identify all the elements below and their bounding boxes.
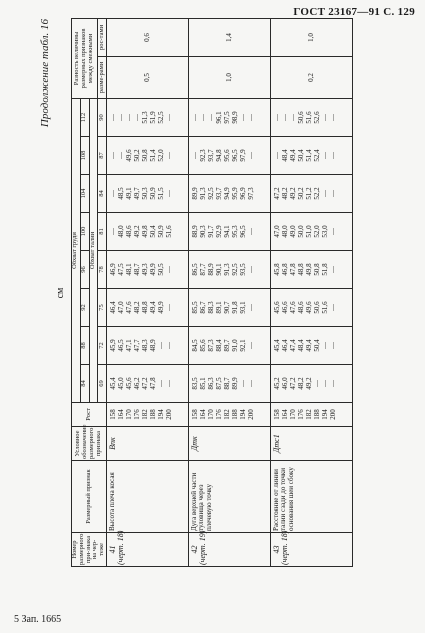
- waist-value-cell: 84: [98, 175, 107, 213]
- col-header-symbol: Условное обозначение размерного признака: [72, 427, 107, 461]
- chest-value-cell: 100: [80, 213, 89, 251]
- col-header-num: Номер размерного при-знака на чер-теже: [71, 533, 106, 565]
- diff-size-cell: 1,0: [189, 56, 271, 98]
- value-column-cell: 85,5 86,7 88,3 89,1 90,7 91,8 93,1 —: [189, 289, 271, 327]
- waist-value-cell: 81: [98, 213, 107, 251]
- value-column-cell: 83,5 85,1 86,3 87,5 88,7 89,9 — —: [189, 365, 271, 403]
- value-column-cell: — — — 50,6 51,6 52,6 — —: [271, 98, 353, 136]
- table-body: [107, 18, 353, 566]
- col-header-difference: Разность величины размерных признаков между смежными: [72, 18, 98, 98]
- unit-label: см: [55, 287, 66, 299]
- waist-value-cell: 69: [98, 365, 107, 403]
- value-column-cell: — 48,4 49,4 50,4 51,4 52,4 — —: [271, 137, 353, 175]
- chest-value-cell: 104: [80, 175, 89, 213]
- value-column-cell: 45,4 46,4 47,4 48,4 49,4 50,4 — —: [271, 327, 353, 365]
- diff-size-cell: 0,2: [271, 56, 353, 98]
- value-column-cell: 47,2 48,2 49,2 50,2 51,2 52,2 — —: [271, 175, 353, 213]
- waist-value-cell: 78: [98, 251, 107, 289]
- rotated-table-area: [37, 19, 387, 567]
- height-list-cell: 158 164 170 176 182 188 194 200: [107, 403, 189, 427]
- measurement-table: [71, 18, 353, 567]
- value-column-cell: 46,4 47,0 47,6 48,2 48,8 49,4 49,9 —: [107, 289, 189, 327]
- waist-value-cell: 90: [98, 98, 107, 136]
- value-column-cell: — 48,0 48,6 49,2 49,8 50,4 50,9 51,6: [107, 213, 189, 251]
- value-column-cell: — 92,3 93,7 94,8 95,6 96,5 97,9 —: [189, 137, 271, 175]
- col-header-waist: Обхват талии: [89, 98, 98, 402]
- col-header-chest: Обхват груди: [72, 98, 81, 402]
- value-column-cell: — 48,5 49,1 49,7 50,3 50,9 51,5 —: [107, 175, 189, 213]
- value-column-cell: 84,5 85,6 87,3 88,4 89,7 91,0 92,1 —: [189, 327, 271, 365]
- chest-value-cell: 84: [80, 365, 89, 403]
- value-column-cell: 47,0 48,0 49,0 50,0 51,0 52,0 53,0 —: [271, 213, 353, 251]
- chest-value-cell: 92: [80, 289, 89, 327]
- row-number-cell: 42 (черт. 19): [189, 533, 271, 567]
- value-column-cell: 45,8 46,8 47,8 48,8 49,8 50,8 51,8 —: [271, 251, 353, 289]
- waist-value-cell: 87: [98, 137, 107, 175]
- value-column-cell: 45,4 45,0 45,6 46,2 47,2 47,8 — —: [107, 365, 189, 403]
- row-number-cell: 41 (черт. 18): [107, 533, 189, 567]
- symbol-cell: Дтк: [189, 427, 271, 461]
- value-column-cell: 45,6 46,6 47,6 48,6 49,6 50,6 51,6 —: [271, 289, 353, 327]
- col-header-rost: Рост: [72, 403, 107, 427]
- symbol-cell: Впк: [107, 427, 189, 461]
- feature-name-cell: Расстояние от линии талии сзади до точки основания шеи сбоку: [271, 461, 353, 533]
- table-row: [271, 18, 353, 566]
- value-column-cell: — — 49,6 50,2 50,8 51,4 52,0 —: [107, 137, 189, 175]
- waist-value-cell: 72: [98, 327, 107, 365]
- waist-value-cell: 75: [98, 289, 107, 327]
- col-header-name: Размерный признак: [72, 461, 107, 533]
- diff-heights-header: рос-тами: [98, 18, 107, 56]
- feature-name-cell: Дуга верхней части туловища через плечевую точку: [189, 461, 271, 533]
- height-list-cell: 158 164 170 176 182 188 194 200: [271, 403, 353, 427]
- diff-height-cell: 0,6: [107, 18, 189, 56]
- page-footer: 5 Зап. 1665: [14, 614, 62, 625]
- chest-value-cell: 88: [80, 327, 89, 365]
- diff-sizes-header: разме-рами: [98, 56, 107, 98]
- value-column-cell: 86,5 87,7 88,9 90,1 91,3 92,5 93,5 —: [189, 251, 271, 289]
- value-column-cell: 88,9 90,3 91,7 92,9 94,1 95,3 96,5 —: [189, 213, 271, 251]
- table-row: [107, 18, 189, 566]
- value-column-cell: — — — — 51,3 51,9 52,5 —: [107, 98, 189, 136]
- chest-value-cell: 112: [80, 98, 89, 136]
- diff-size-cell: 0,5: [107, 56, 189, 98]
- value-column-cell: 45,2 46,0 47,2 48,2 49,2 — — —: [271, 365, 353, 403]
- continuation-caption: Продолжение табл. 16: [39, 19, 51, 128]
- row-number-cell: 43 (черт. 18): [271, 533, 353, 567]
- value-column-cell: 46,9 47,5 48,1 48,7 49,3 49,9 50,5 —: [107, 251, 189, 289]
- value-column-cell: 89,9 91,3 92,5 93,7 94,9 95,9 96,9 97,3: [189, 175, 271, 213]
- height-list-cell: 158 164 170 176 182 188 194 200: [189, 403, 271, 427]
- chest-value-cell: 96: [80, 251, 89, 289]
- symbol-cell: Дтс1: [271, 427, 353, 461]
- table-row: [189, 18, 271, 566]
- diff-height-cell: 1,4: [189, 18, 271, 56]
- value-column-cell: — — — 96,1 97,5 98,9 — —: [189, 98, 271, 136]
- feature-name-cell: Высота плеча косая: [107, 461, 189, 533]
- chest-value-cell: 108: [80, 137, 89, 175]
- value-column-cell: 45,9 46,5 47,1 47,7 48,3 48,9 — —: [107, 327, 189, 365]
- page-header: ГОСТ 23167—91 С. 129: [293, 6, 415, 18]
- diff-height-cell: 1,0: [271, 18, 353, 56]
